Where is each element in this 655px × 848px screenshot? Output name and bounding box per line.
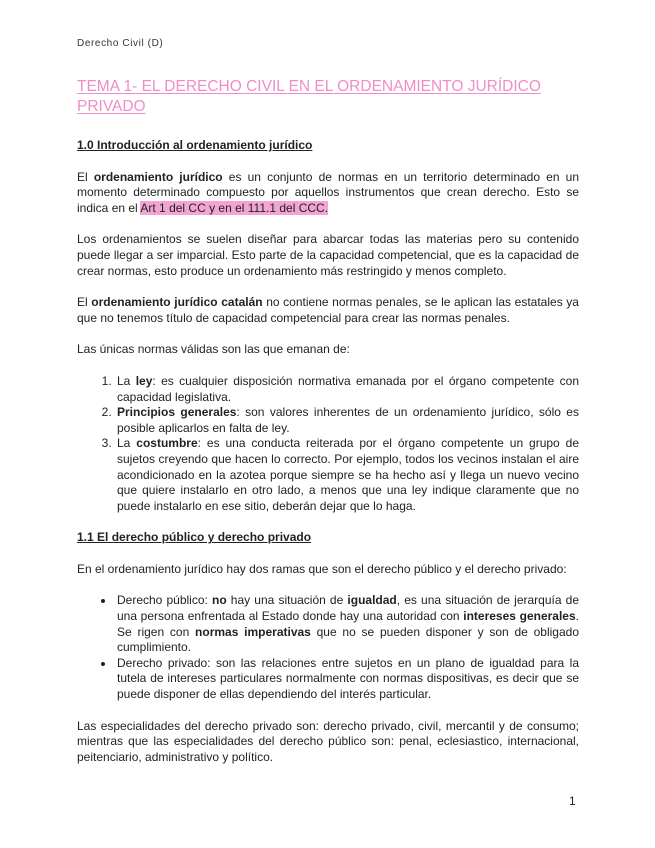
term-principios: Principios generales: [117, 405, 237, 420]
section-heading-intro: 1.0 Introducción al ordenamiento jurídico: [77, 138, 313, 152]
list-item-principios: [115, 405, 579, 436]
paragraph-competencial: Los ordenamientos se suelen diseñar para abarcar todas las materias pero su contenido puede llegar a ser imparcial. Esto parte de la capacidad competencial, que es la capacidad de crear normas, esto produce un ordenamiento más restringido y menos completo.: [77, 232, 579, 278]
text-run: . Se rigen con: [117, 609, 579, 639]
text-run: , es una situación de jerarquía de una persona enfrentada al Estado donde hay una autoridad con: [117, 593, 580, 624]
paragraph-catalan: [77, 295, 579, 326]
text-run: : son valores inherentes de un ordenamiento jurídico, sólo es posible aplicarlos en falta de ley.: [117, 405, 579, 435]
term-ley: ley: [135, 373, 153, 388]
text-run: hay una situación de: [226, 593, 348, 608]
paragraph-definition: [77, 170, 579, 217]
text-run: La: [117, 373, 136, 388]
term-costumbre: costumbre: [136, 436, 198, 451]
branches-list: [77, 593, 579, 702]
page-header: Derecho Civil (D): [77, 38, 164, 49]
highlighted-reference: Art 1 del CC y en el 111.1 del CCC.: [140, 200, 329, 215]
list-item-derecho-publico: [115, 593, 579, 655]
term-catalan: ordenamiento jurídico catalán: [91, 295, 263, 310]
text-run: : es una conducta reiterada por el órgano competente un grupo de sujetos creyendo que hacen lo correcto. Por ejemplo, todos los vecinos instalan el aire acondicionado en la azotea porque siempre se ha hecho así y llega un nuevo vecino que quiere instalarlo en otro lado, a menos que una ley indique claramente que no puede instalarlo en ese sitio, deberán dejar que lo haga.: [117, 436, 579, 513]
term-igualdad: igualdad: [347, 593, 397, 608]
list-item-ley: [115, 374, 579, 405]
text-run: La: [117, 436, 137, 451]
text-run: El: [77, 169, 94, 184]
term-normas-imperativas: normas imperativas: [195, 624, 311, 639]
paragraph-normas-validas: Las únicas normas válidas son las que emanan de:: [77, 342, 350, 357]
term-ordenamiento: ordenamiento jurídico: [93, 169, 223, 184]
text-run: Derecho público:: [117, 593, 212, 608]
sources-list: [77, 374, 579, 514]
text-run: es un conjunto de normas en un territorio determinado en un momento determinado compuesto por aquellos instrumentos que crean derecho. Esto se indica en el: [77, 169, 579, 215]
term-intereses-generales: intereses generales: [463, 609, 576, 624]
paragraph-ramas: En el ordenamiento jurídico hay dos ramas que son el derecho público y el derecho privado:: [77, 561, 567, 576]
text-run: El: [77, 295, 92, 310]
section-heading-publico-privado: 1.1 El derecho público y derecho privado: [77, 530, 312, 545]
document-title: TEMA 1- EL DERECHO CIVIL EN EL ORDENAMIENTO JURÍDICO PRIVADO: [77, 78, 541, 115]
term-no: no: [212, 593, 227, 608]
list-item-derecho-privado: • Derecho privado: son las relaciones entre sujetos en un plano de igualdad para la tutela de intereses particulares normalmente con normas dispositivas, es decir que se puede disponer de ellas dependiendo del interés particular.: [115, 656, 579, 703]
list-item-costumbre: [115, 436, 579, 514]
page-number: 1: [569, 794, 576, 808]
text-run: que no se pueden disponer y son de obligado cumplimiento.: [117, 624, 579, 655]
page-content: [77, 77, 579, 781]
paragraph-especialidades: Las especialidades del derecho privado son: derecho privado, civil, mercantil y de consumo; mientras que las especialidades del derecho público son: penal, eclesiastico, internacional, peitenciario, administrativo y político.: [77, 718, 579, 764]
text-run: : es cualquier disposición normativa emanada por el órgano competente con capacidad legislativa.: [117, 373, 579, 404]
text-run: no contiene normas penales, se le aplican las estatales ya que no tenemos título de capacidad competencial para crear las normas penales.: [77, 295, 579, 325]
